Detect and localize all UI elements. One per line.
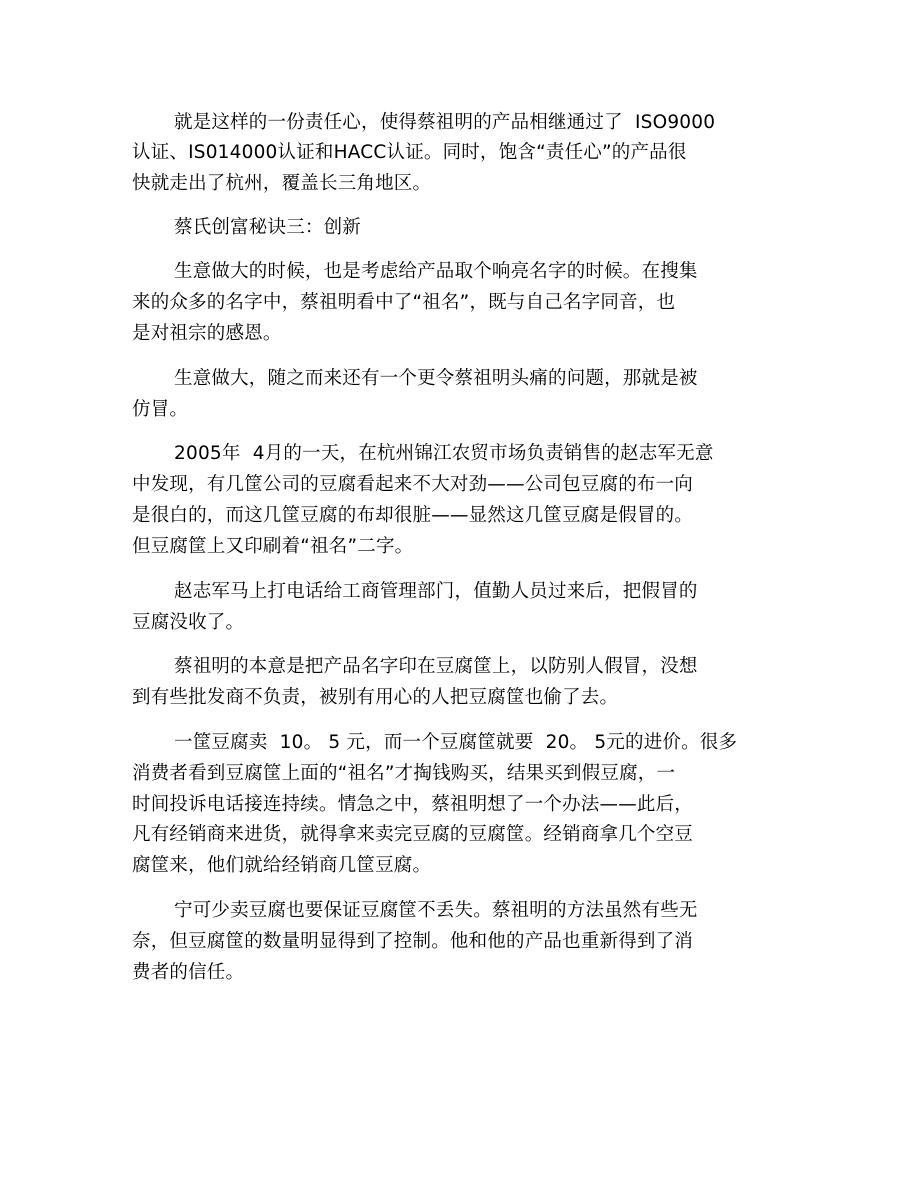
text-line: 是很白的，而这几筐豆腐的布却很脏——显然这几筐豆腐是假冒的。 (132, 505, 694, 526)
text-line: 赵志军马上打电话给工商管理部门，值勤人员过来后，把假冒的 (174, 581, 698, 602)
text-line: 费者的信任。 (132, 962, 245, 983)
text-line: 一筐豆腐卖 10。 5 元，而一个豆腐筐就要 20。 5元的进价。很多 (174, 732, 738, 753)
text-line: 生意做大的时候，也是考虑给产品取个响亮名字的时候。在搜集 (174, 261, 698, 282)
text-line: 消费者看到豆腐筐上面的“祖名”才掏钱购买，结果买到假豆腐，一 (132, 763, 676, 784)
text-line: 凡有经销商来进货，就得拿来卖完豆腐的豆腐筐。经销商拿几个空豆 (132, 824, 694, 845)
text-line: 仿冒。 (132, 399, 189, 420)
text-line: 蔡祖明的本意是把产品名字印在豆腐筐上，以防别人假冒，没想 (174, 656, 698, 677)
text-line: 中发现，有几筐公司的豆腐看起来不大对劲——公司包豆腐的布一向 (132, 474, 694, 495)
text-line: 就是这样的一份责任心，使得蔡祖明的产品相继通过了 ISO9000 (174, 112, 716, 133)
text-line: 腐筐来，他们就给经销商几筐豆腐。 (132, 855, 432, 876)
text-line: 奈，但豆腐筐的数量明显得到了控制。他和他的产品也重新得到了消 (132, 931, 694, 952)
text-line: 快就走出了杭州，覆盖长三角地区。 (132, 173, 432, 194)
text-line: 2005年 4月的一天，在杭州锦江农贸市场负责销售的赵志军无意 (174, 443, 714, 464)
text-line: 是对祖宗的感恩。 (132, 323, 282, 344)
text-line: 豆腐没收了。 (132, 612, 245, 633)
text-line: 但豆腐筐上又印刷着“祖名”二字。 (132, 536, 414, 557)
text-line: 宁可少卖豆腐也要保证豆腐筐不丢失。蔡祖明的方法虽然有些无 (174, 900, 698, 921)
text-line: 生意做大，随之而来还有一个更令蔡祖明头痛的问题，那就是被 (174, 368, 698, 389)
text-line: 来的众多的名字中，蔡祖明看中了“祖名”，既与自己名字同音，也 (132, 292, 676, 313)
text-line: 到有些批发商不负责，被别有用心的人把豆腐筐也偷了去。 (132, 687, 619, 708)
text-line: 认证、IS014000认证和HACC认证。同时，饱含“责任心”的产品很 (132, 142, 687, 163)
text-line: 时间投诉电话接连持续。情急之中，蔡祖明想了一个办法——此后， (132, 794, 694, 815)
section-heading: 蔡氏创富秘诀三：创新 (174, 217, 362, 238)
